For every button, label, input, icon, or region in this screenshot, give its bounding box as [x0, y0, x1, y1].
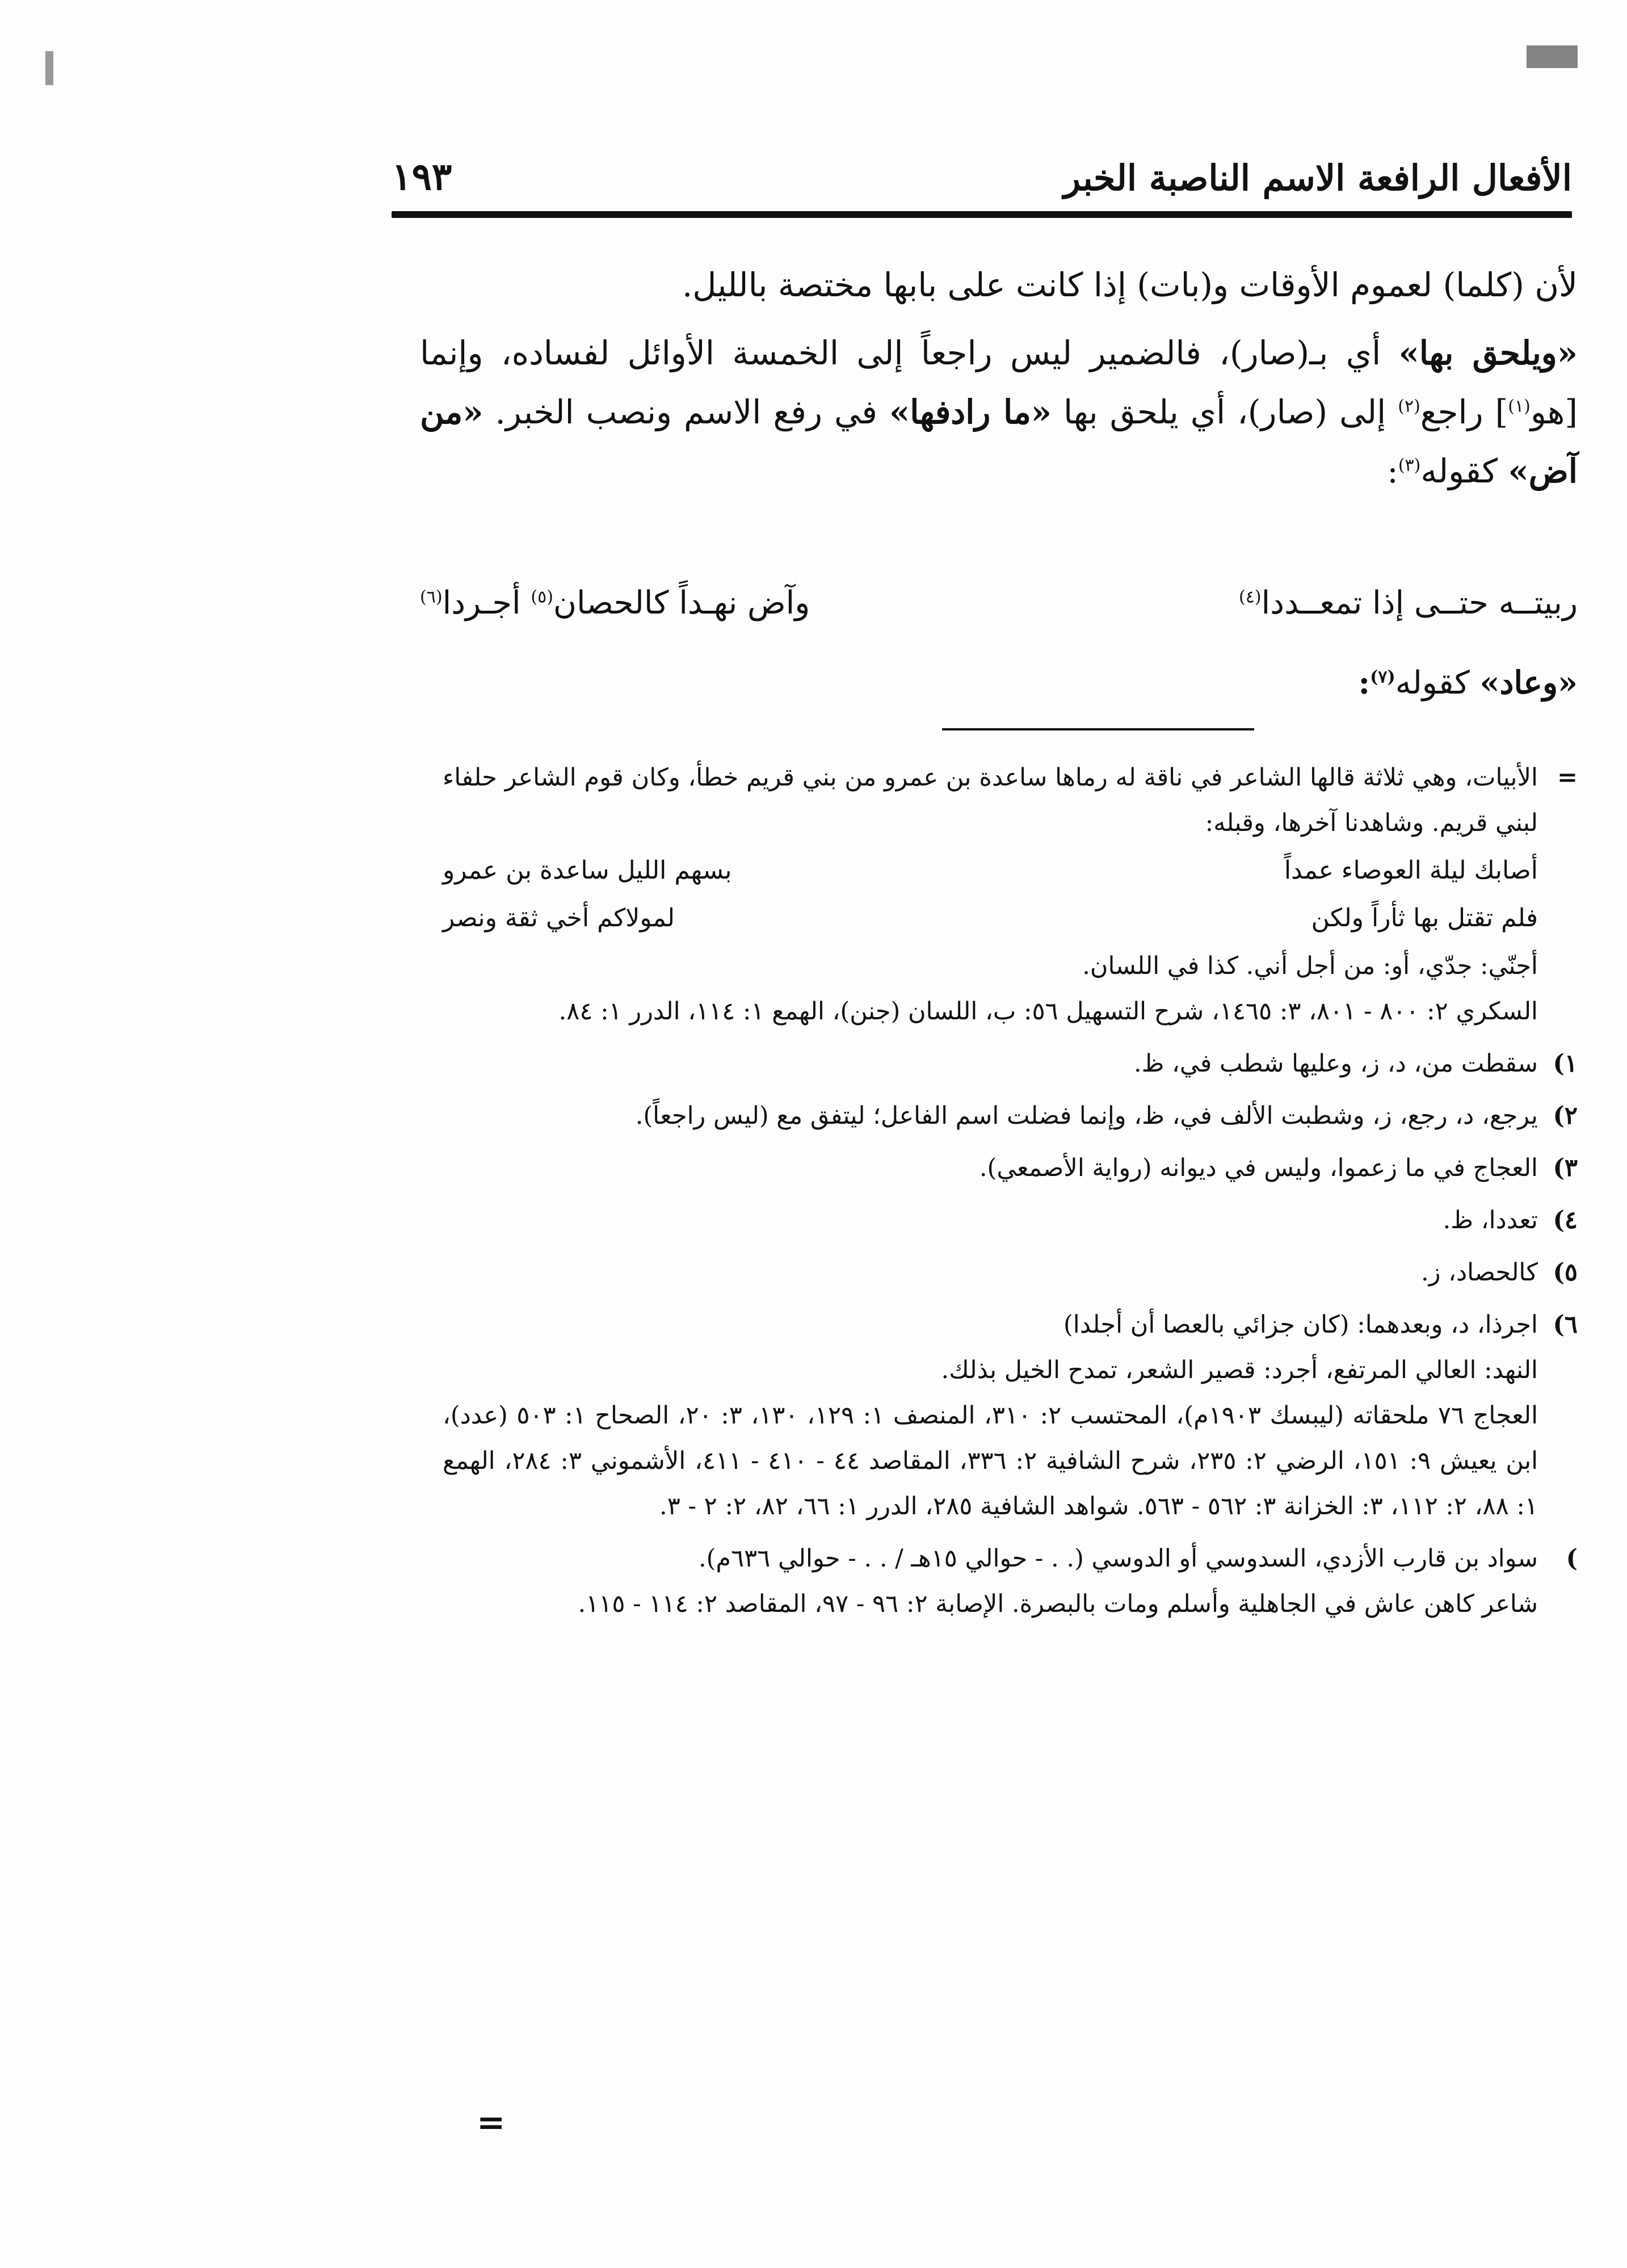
page-header — [392, 114, 1572, 199]
running-title: الأفعال الرافعة الاسم الناصبة الخبر — [1063, 157, 1572, 199]
footnote-5 — [443, 1250, 1578, 1295]
footnote-number: ٣) — [1553, 1154, 1578, 1182]
footnote-ref-5: (٥) — [531, 587, 553, 607]
footnote-body: تعددا، ظ. — [1443, 1206, 1538, 1234]
continuation-marker: = — [477, 2103, 506, 2143]
note-text: النهد: العالي المرتفع، أجرد: قصير الشعر، تمدح الخيل بذلك. — [941, 1356, 1538, 1384]
footnote-number: ٤) — [1553, 1206, 1578, 1234]
footnote-6 — [443, 1302, 1578, 1529]
footnote-2 — [443, 1093, 1578, 1139]
scan-speck — [45, 51, 53, 85]
footnote-1 — [443, 1041, 1578, 1086]
footnote-4 — [443, 1198, 1578, 1243]
footnote-number: ) — [1566, 1544, 1578, 1573]
hemistich: لمولاكم أخي ثقة ونصر — [443, 904, 675, 933]
note-text: السكري ٢: ٨٠٠ - ٨٠١، ٣: ١٤٦٥، شرح التسهيل ٥٦: ب، اللسان (جنن)، الهمع ١: ١١٤، الدرر ١: ٨٤. — [558, 997, 1538, 1026]
paragraph-1: لأن (كلما) لعموم الأوقات و(بات) إذا كانت على بابها مختصة بالليل. — [682, 266, 1578, 304]
main-text — [420, 255, 1578, 510]
text-span: أي بـ(صار)، فالضمير ليس راجعاً إلى الخمسة الأوائل لفساده، وإنما [هو — [420, 334, 1578, 431]
note-text: سواد بن قارب الأزدي، السدوسي أو الدوسي (. . - حوالي ١٥هـ / . . - حوالي ٦٣٦م). — [698, 1544, 1538, 1573]
verse-text: ربيتــه حتــى إذا تمعــددا — [1261, 585, 1578, 621]
hemistich: فلم تقتل بها ثأراً ولكن — [1311, 904, 1538, 933]
page-number: ١٩٣ — [392, 154, 452, 199]
text-span: كقوله — [1420, 452, 1508, 490]
note-text: العجاج ٧٦ ملحقاته (ليبسك ١٩٠٣م)، المحتسب ٢: ٣١٠، المنصف ١: ١٢٩، ١٣٠، ٣: ٢٠، الصحاح ١: ٥٠٣ (عدد)، ابن يعيش ٩: ١٥١، الرضي ٢: ٢٣٥، شرح الشافية ٢: ٣٣٦، المقاصد ٤٤ - ٤١٠ - ٤١١، الأشموني ٣: ٢٨٤، الهمع ١: ٨٨، ٢: ١١٢، ٣: الخزانة ٣: ٥٦٢ - ٥٦٣. شواهد الشافية ٢٨٥، الدرر ١: ٦٦، ٨٢، ٢: ٢ - ٣. — [443, 1401, 1538, 1521]
note-text: اجرذا، د، وبعدهما: (كان جزائي بالعصا أن أجلدا) — [1063, 1311, 1538, 1339]
note-text: أجنّي: جدّي، أو: من أجل أني. كذا في اللسان. — [1082, 952, 1538, 980]
text-span: إلى (صار)، أي يلحق بها — [1052, 393, 1398, 431]
footnote-body: كالحصاد، ز. — [1421, 1258, 1538, 1287]
footnote-body — [443, 1302, 1538, 1529]
verse-first-hemistich — [1239, 585, 1578, 621]
term-wa-ad: «وعاد» — [1479, 664, 1578, 702]
verse-second-hemistich — [420, 585, 810, 621]
term-ma-radafaha: «ما رادفها» — [889, 393, 1052, 431]
footnote-body — [443, 755, 1538, 1034]
text-span: : — [1387, 452, 1398, 490]
paragraph-2 — [420, 324, 1578, 501]
poem-line — [443, 848, 1538, 893]
continuation-marker: = — [1557, 763, 1578, 792]
footnote-body: العجاج في ما زعموا، وليس في ديوانه (رواية الأصمعي). — [979, 1154, 1538, 1182]
footnote-separator — [942, 728, 1254, 730]
footnote-ref-2: (٢) — [1398, 396, 1420, 417]
note-text: الأبيات، وهي ثلاثة قالها الشاعر في ناقة له رماها ساعدة بن عمرو من بني قريم خطأ، وكان قوم الشاعر حلفاء لبني قريم. وشاهدنا آخرها، وقبله: — [443, 763, 1538, 837]
footnote-ref-6: (٦) — [420, 587, 443, 607]
term-wa-yalhaq: «ويلحق بها» — [1398, 334, 1578, 372]
text-span: ] راجع — [1420, 393, 1508, 431]
verse-text: أجـردا — [442, 585, 531, 621]
footnote-body: سقطت من، د، ز، وعليها شطب في، ظ. — [1133, 1049, 1538, 1078]
scan-speck — [1527, 45, 1578, 68]
wa-ad-line — [420, 664, 1578, 702]
footnote-number: ٦) — [1553, 1311, 1578, 1339]
footnote-7 — [443, 1536, 1578, 1627]
note-text: شاعر كاهن عاش في الجاهلية وأسلم ومات بالبصرة. الإصابة ٢: ٩٦ - ٩٧، المقاصد ٢: ١١٤ - ١١٥. — [578, 1590, 1538, 1618]
header-rule — [392, 211, 1572, 218]
verse-text: وآض نهـداً كالحصان — [553, 585, 810, 621]
text-span: في رفع الاسم ونصب الخبر. — [483, 393, 889, 431]
verse-line — [420, 585, 1578, 621]
footnote-ref-3: (٣) — [1398, 455, 1421, 476]
footnote-ref-4: (٤) — [1239, 587, 1262, 607]
footnote-body — [443, 1536, 1538, 1627]
hemistich: بسهم الليل ساعدة بن عمرو — [443, 856, 732, 885]
footnote-number: ١) — [1553, 1049, 1578, 1078]
footnote-number: ٢) — [1553, 1102, 1578, 1130]
text-span: كقوله — [1395, 665, 1480, 702]
poem-line — [443, 896, 1538, 941]
footnote-3 — [443, 1145, 1578, 1191]
footnote-number: ٥) — [1553, 1258, 1578, 1287]
term-min-ad: «من آض» — [420, 393, 1578, 490]
text-span: : — [1358, 664, 1370, 702]
footnote-ref-7: (٧) — [1370, 667, 1395, 687]
hemistich: أصابك ليلة العوصاء عمداً — [1284, 856, 1538, 885]
footnotes — [443, 755, 1578, 1633]
footnote-body: يرجع، د، رجع، ز، وشطبت الألف في، ظ، وإنما فضلت اسم الفاعل؛ ليتفق مع (ليس راجعاً). — [635, 1102, 1538, 1130]
footnote-ref-1: (١) — [1508, 396, 1531, 417]
footnote-continuation — [443, 755, 1578, 1034]
